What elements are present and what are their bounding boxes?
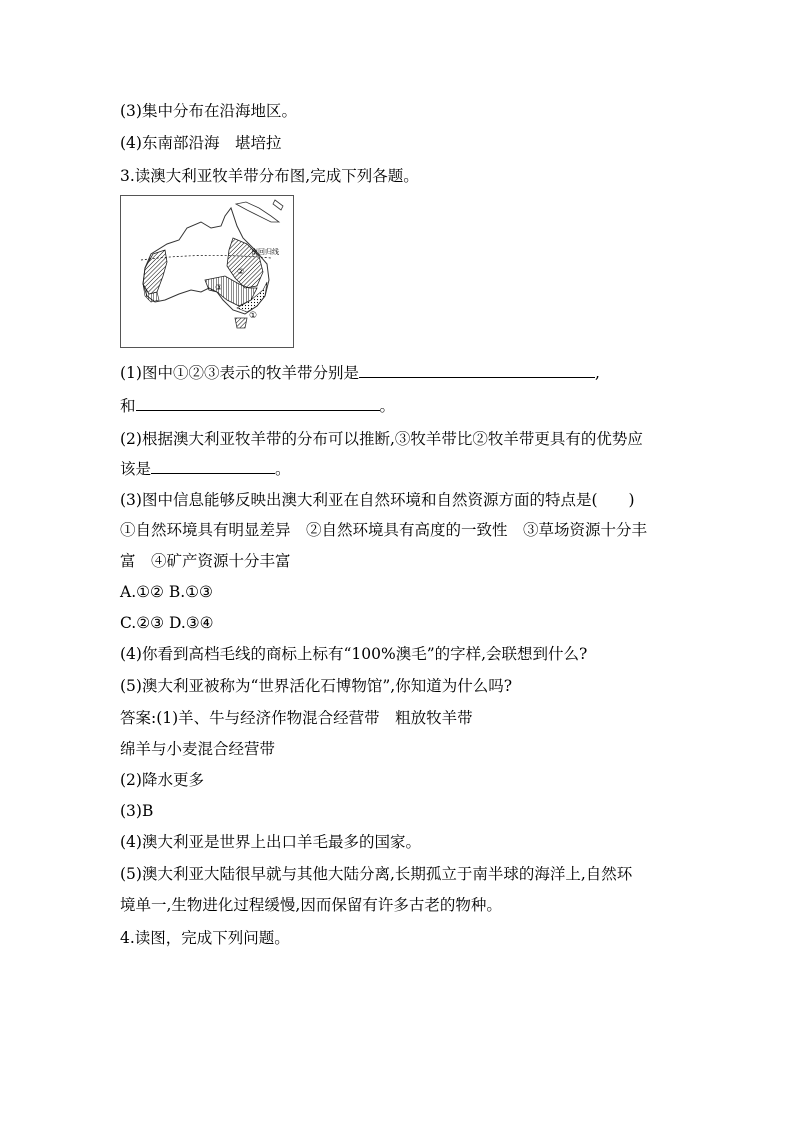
map-graphic	[121, 196, 293, 347]
answer-4: (4)澳大利亚是世界上出口羊毛最多的国家。	[120, 833, 421, 851]
question-text: 和	[120, 397, 136, 415]
question-3-1	[120, 363, 600, 383]
question-3-3-options: ①自然环境具有明显差异 ②自然环境具有高度的一致性 ③草场资源十分丰	[120, 521, 648, 539]
answer-5-cont: 境单一,生物进化过程缓慢,因而保留有许多古老的物种。	[120, 896, 502, 914]
text-line: (3)集中分布在沿海地区。	[120, 102, 297, 120]
belt-marker-3: ③	[215, 283, 223, 292]
question-3-4: (4)你看到高档毛线的商标上标有“100%澳毛”的字样,会联想到什么?	[120, 645, 588, 663]
answer-2: (2)降水更多	[120, 771, 204, 789]
question-text: (1)图中①②③表示的牧羊带分别是	[120, 364, 359, 382]
answer-1: 答案:(1)羊、牛与经济作物混合经营带 粗放牧羊带	[120, 709, 473, 727]
tropic-label: 南回归线	[251, 248, 279, 256]
answer-blank	[359, 363, 595, 378]
question-3-3-options-cont: 富 ④矿产资源十分丰富	[120, 552, 291, 570]
question-text: 该是	[120, 460, 152, 478]
answer-blank	[136, 396, 380, 411]
question-3-1-cont	[120, 396, 395, 416]
question-3-heading: 3.读澳大利亚牧羊带分布图,完成下列各题。	[120, 167, 419, 185]
choice-row: A.①② B.①③	[120, 583, 213, 601]
answer-5: (5)澳大利亚大陆很早就与其他大陆分离,长期孤立于南半球的海洋上,自然环	[120, 865, 633, 883]
answer-blank	[151, 459, 275, 474]
punctuation: ,	[594, 364, 600, 382]
punctuation: 。	[379, 397, 396, 415]
tasmania-outline	[235, 318, 247, 328]
belt-marker-1: ①	[249, 311, 258, 321]
question-3-2: (2)根据澳大利亚牧羊带的分布可以推断,③牧羊带比②牧羊带更具有的优势应	[120, 430, 643, 448]
question-3-5: (5)澳大利亚被称为“世界活化石博物馆”,你知道为什么吗?	[120, 677, 513, 695]
text-line: (4)东南部沿海 堪培拉	[120, 134, 282, 152]
island-outline	[236, 202, 279, 222]
question-4-heading: 4.读图，完成下列问题。	[120, 929, 290, 947]
belt-marker-2: ②	[237, 267, 245, 276]
question-3-3: (3)图中信息能够反映出澳大利亚在自然环境和自然资源方面的特点是( )	[120, 491, 635, 509]
answer-1-cont: 绵羊与小麦混合经营带	[120, 740, 276, 758]
answer-3: (3)B	[120, 802, 154, 820]
island-outline	[273, 200, 283, 210]
choice-row: C.②③ D.③④	[120, 614, 214, 632]
question-3-2-cont	[120, 459, 291, 479]
australia-sheep-belt-map	[120, 195, 294, 348]
belt-region-west	[143, 250, 167, 294]
punctuation: 。	[275, 460, 291, 478]
